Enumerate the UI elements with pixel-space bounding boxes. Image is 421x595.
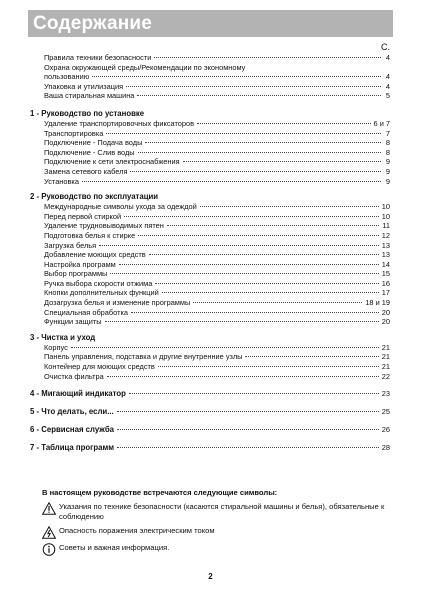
toc-entry-title: Специальная обработка bbox=[44, 307, 128, 317]
header-bar bbox=[28, 10, 393, 37]
toc-entry-title: Подключение к сети электроснабжения bbox=[44, 157, 180, 167]
toc-entry-page: 20 bbox=[381, 317, 390, 327]
toc-entry-title: Замена сетевого кабеля bbox=[44, 166, 128, 176]
toc-entry-title: Правила техники безопасности bbox=[44, 53, 152, 62]
legend-item-text: Указания по технике безопасности (касаются стиральной машины и белья), обязательные к соблюдению bbox=[59, 502, 385, 521]
toc-entry[interactable] bbox=[30, 288, 390, 298]
toc-entry[interactable] bbox=[30, 343, 390, 353]
section-title: 5 - Что делать, если... bbox=[30, 407, 114, 417]
toc-entry-page: 16 bbox=[381, 278, 390, 288]
toc-entry-title: Добавление моющих средств bbox=[44, 250, 146, 260]
legend-item-text: Советы и важная информация. bbox=[59, 543, 170, 552]
section-heading[interactable] bbox=[30, 389, 390, 399]
toc-entry[interactable] bbox=[30, 269, 390, 279]
section-heading[interactable] bbox=[30, 109, 390, 119]
toc-entry-page: 18 и 19 bbox=[365, 298, 390, 308]
toc-entry-line1: Охрана окружающей среды/Рекомендации по экономному bbox=[44, 62, 246, 72]
section-heading[interactable] bbox=[30, 425, 390, 435]
section-page: 25 bbox=[381, 407, 390, 417]
leader-dots bbox=[154, 57, 381, 58]
toc-entry-title: Очистка фильтра bbox=[44, 371, 104, 381]
toc-entry[interactable] bbox=[30, 53, 390, 63]
leader-dots bbox=[105, 321, 379, 322]
leader-dots bbox=[107, 376, 379, 377]
page-number: 2 bbox=[208, 572, 213, 581]
toc-entry[interactable] bbox=[30, 231, 390, 241]
leader-dots bbox=[99, 245, 379, 246]
toc-entry-page: 8 bbox=[385, 138, 390, 148]
toc-entry[interactable] bbox=[30, 119, 390, 129]
section-page: 26 bbox=[381, 425, 390, 435]
toc-entry[interactable] bbox=[30, 317, 390, 327]
leader-dots bbox=[167, 225, 380, 226]
toc-entry[interactable] bbox=[30, 82, 390, 92]
toc-entry-page: 11 bbox=[382, 221, 390, 231]
section-page: 28 bbox=[381, 443, 390, 453]
toc-entry[interactable] bbox=[30, 279, 390, 289]
toc-entry[interactable] bbox=[30, 241, 390, 251]
toc-entry-title: пользованию bbox=[44, 72, 90, 82]
legend-item bbox=[42, 502, 392, 522]
leader-dots bbox=[197, 123, 371, 124]
toc-entry[interactable] bbox=[30, 72, 390, 82]
leader-dots bbox=[117, 411, 379, 412]
toc-entry-title: Кнопки дополнительных функций bbox=[44, 288, 159, 298]
toc-entry-page: 13 bbox=[381, 240, 390, 250]
leader-dots bbox=[117, 429, 379, 430]
toc-entry-page: 21 bbox=[381, 342, 390, 352]
toc-entry-page: 20 bbox=[381, 307, 390, 317]
leader-dots bbox=[200, 206, 379, 207]
toc-entry[interactable] bbox=[30, 129, 390, 139]
toc-entry-page: 9 bbox=[385, 157, 390, 167]
section-title: 4 - Мигающий индикатор bbox=[30, 389, 126, 399]
section-heading[interactable] bbox=[30, 192, 390, 202]
leader-dots bbox=[162, 292, 379, 293]
toc-entry-page: 10 bbox=[381, 202, 390, 212]
toc-entry-title: Ваша стиральная машина bbox=[44, 91, 135, 101]
section-title: 7 - Таблица программ bbox=[30, 443, 115, 453]
leader-dots bbox=[126, 86, 381, 87]
toc-entry-title: Корпус bbox=[44, 342, 68, 352]
leader-dots bbox=[145, 142, 381, 143]
toc-entry-page: 10 bbox=[381, 211, 390, 221]
leader-dots bbox=[183, 161, 381, 162]
toc-entry-page: 4 bbox=[385, 53, 390, 62]
toc-entry-page: 4 bbox=[385, 72, 390, 82]
toc-entry[interactable] bbox=[30, 298, 390, 308]
leader-dots bbox=[82, 181, 381, 182]
leader-dots bbox=[117, 447, 379, 448]
toc-entry-page: 5 bbox=[385, 91, 390, 101]
leader-dots bbox=[131, 312, 379, 313]
toc-entry[interactable] bbox=[30, 138, 390, 148]
toc-entry[interactable] bbox=[30, 177, 390, 187]
toc-entry-page: 17 bbox=[381, 288, 390, 298]
leader-dots bbox=[130, 171, 381, 172]
leader-dots bbox=[129, 393, 379, 394]
toc-entry[interactable] bbox=[30, 221, 390, 231]
toc-entry-title: Панель управления, подставка и другие внутренние узлы bbox=[44, 352, 243, 362]
toc-entry[interactable] bbox=[30, 250, 390, 260]
toc-entry[interactable] bbox=[30, 308, 390, 318]
leader-dots bbox=[124, 216, 379, 217]
leader-dots bbox=[110, 273, 378, 274]
page-column-label: С. bbox=[381, 42, 390, 52]
toc-entry[interactable] bbox=[30, 352, 390, 362]
toc-entry-title: Подключение - Слив воды bbox=[44, 147, 135, 157]
toc-entry-page: 4 bbox=[385, 81, 390, 91]
toc-entry-page: 22 bbox=[381, 371, 390, 381]
toc-entry[interactable] bbox=[30, 212, 390, 222]
leader-dots bbox=[158, 366, 379, 367]
leader-dots bbox=[138, 152, 381, 153]
toc-entry-title: Перед первой стиркой bbox=[44, 211, 122, 221]
toc-entry[interactable] bbox=[30, 372, 390, 382]
legend-item-text: Опасность поражения электрическим током bbox=[59, 526, 215, 535]
toc-entry[interactable] bbox=[30, 91, 390, 101]
toc-entry-title: Удаление транспортировочных фиксаторов bbox=[44, 118, 195, 128]
leader-dots bbox=[92, 76, 381, 77]
toc-entry[interactable] bbox=[30, 148, 390, 158]
leader-dots bbox=[71, 347, 379, 348]
section-title: 3 - Чистка и уход bbox=[30, 332, 96, 342]
toc-entry-title: Выбор программы bbox=[44, 269, 108, 279]
toc-entry-page: 9 bbox=[385, 176, 390, 186]
leader-dots bbox=[193, 302, 362, 303]
toc-entry-page: 15 bbox=[381, 269, 390, 279]
section-title: 6 - Сервисная служба bbox=[30, 425, 114, 435]
warning-triangle-icon bbox=[42, 502, 56, 515]
leader-dots bbox=[106, 133, 381, 134]
legend-title: В настоящем руководстве встречаются следующие символы: bbox=[42, 488, 278, 497]
toc-entry-page: 21 bbox=[381, 362, 390, 372]
section-page: 23 bbox=[381, 389, 390, 399]
leader-dots bbox=[149, 254, 379, 255]
toc-entry-page: 6 и 7 bbox=[373, 118, 390, 128]
section-title: 1 - Руководство по установке bbox=[30, 108, 145, 118]
toc-entry-page: 13 bbox=[381, 250, 390, 260]
toc-entry-title: Контейнер для моющих средств bbox=[44, 362, 155, 372]
toc-entry-title: Дозагрузка белья и изменение программы bbox=[44, 298, 191, 308]
toc-entry[interactable] bbox=[30, 362, 390, 372]
leader-dots bbox=[119, 264, 379, 265]
toc-entry[interactable] bbox=[30, 157, 390, 167]
toc-entry-page: 21 bbox=[381, 352, 390, 362]
legend-item bbox=[42, 543, 392, 556]
toc-entry-title: Удаление трудновыводимых пятен bbox=[44, 221, 164, 231]
toc-entry-title: Установка bbox=[44, 176, 79, 186]
leader-dots bbox=[155, 283, 378, 284]
toc-entry-page: 7 bbox=[385, 128, 390, 138]
section-heading[interactable] bbox=[30, 333, 390, 343]
toc-entry[interactable] bbox=[30, 167, 390, 177]
table-of-contents bbox=[30, 42, 390, 453]
toc-entry-title: Упаковка и утилизация bbox=[44, 81, 124, 91]
leader-dots bbox=[138, 235, 379, 236]
page-title: Содержание bbox=[33, 13, 153, 34]
electric-shock-warning-icon bbox=[42, 526, 56, 539]
toc-entry-title: Ручка выбора скорости отжима bbox=[44, 278, 153, 288]
legend-item bbox=[42, 526, 392, 539]
toc-entry[interactable] bbox=[30, 202, 390, 212]
toc-entry-page: 14 bbox=[381, 259, 390, 269]
toc-entry-page: 8 bbox=[385, 147, 390, 157]
toc-entry-title: Транспортировка bbox=[44, 128, 104, 138]
symbols-legend bbox=[42, 488, 392, 560]
section-title: 2 - Руководство по эксплуатации bbox=[30, 192, 159, 202]
toc-entry-page: 12 bbox=[381, 230, 390, 240]
leader-dots bbox=[137, 95, 381, 96]
leader-dots bbox=[245, 356, 378, 357]
toc-entry-page: 9 bbox=[385, 166, 390, 176]
section-heading[interactable] bbox=[30, 407, 390, 417]
toc-entry-title: Загрузка белья bbox=[44, 240, 97, 250]
toc-entry[interactable] bbox=[30, 260, 390, 270]
toc-entry-title: Международные символы ухода за одеждой bbox=[44, 202, 197, 212]
toc-entry-title: Функции защиты bbox=[44, 317, 102, 327]
toc-entry-title: Подготовка белья к стирке bbox=[44, 230, 136, 240]
toc-entry-title: Подключение - Подача воды bbox=[44, 138, 143, 148]
info-circle-icon bbox=[42, 543, 56, 556]
toc-entry-title: Настройка программ bbox=[44, 259, 116, 269]
section-heading[interactable] bbox=[30, 443, 390, 453]
